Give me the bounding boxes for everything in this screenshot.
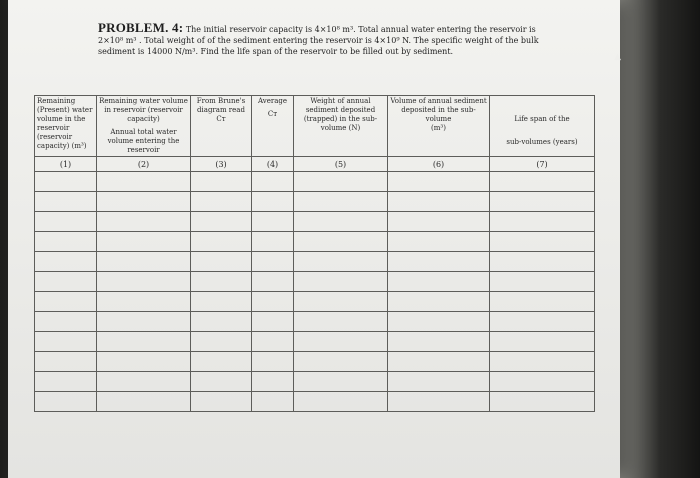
table-cell[interactable]: [97, 312, 191, 332]
table-cell[interactable]: [191, 272, 252, 292]
table-cell[interactable]: [97, 352, 191, 372]
table-cell[interactable]: [294, 392, 388, 412]
table-cell[interactable]: [388, 272, 490, 292]
table-cell[interactable]: [191, 392, 252, 412]
table-cell[interactable]: [294, 252, 388, 272]
table-row: [35, 312, 595, 332]
table-cell[interactable]: [252, 272, 294, 292]
problem-line-2: 2×10⁸ m³ . Total weight of of the sediment entering the reservoir is 4×10⁹ N. The specific weight of the bulk: [98, 36, 539, 45]
table-row: [35, 292, 595, 312]
table-cell[interactable]: [191, 212, 252, 232]
col-life-span-header: Life span of the sub-volumes (years): [490, 96, 595, 157]
sediment-table: [34, 95, 595, 412]
col-brune-ct-header: From Brune's diagram read Cᴛ: [191, 96, 252, 157]
table-cell[interactable]: [191, 172, 252, 192]
table-cell[interactable]: [35, 272, 97, 292]
table-cell[interactable]: [490, 232, 595, 252]
table-cell[interactable]: [388, 252, 490, 272]
table-cell[interactable]: [294, 352, 388, 372]
col-sediment-weight-header: Weight of annual sediment deposited (trapped) in the sub-volume (N): [294, 96, 388, 157]
table-cell[interactable]: [35, 332, 97, 352]
table-cell[interactable]: [35, 312, 97, 332]
index-cell: (5): [294, 157, 388, 172]
table-cell[interactable]: [252, 172, 294, 192]
table-cell[interactable]: [35, 192, 97, 212]
table-cell[interactable]: [35, 232, 97, 252]
table-cell[interactable]: [191, 292, 252, 312]
table-cell[interactable]: [252, 192, 294, 212]
table-cell[interactable]: [252, 252, 294, 272]
index-cell: (7): [490, 157, 595, 172]
table-body: [35, 157, 595, 412]
table-cell[interactable]: [97, 392, 191, 412]
table-row: [35, 252, 595, 272]
table-cell[interactable]: [97, 372, 191, 392]
table-cell[interactable]: [294, 232, 388, 252]
table-cell[interactable]: [97, 252, 191, 272]
table-cell[interactable]: [388, 212, 490, 232]
index-cell: (1): [35, 157, 97, 172]
table-cell[interactable]: [252, 352, 294, 372]
col-capacity-inflow-ratio-header: Remaining water volume in reservoir (reservoir capacity) Annual total water volume entering the reservoir: [97, 96, 191, 157]
table-cell[interactable]: [388, 392, 490, 412]
table-cell[interactable]: [191, 372, 252, 392]
index-cell: (6): [388, 157, 490, 172]
table-row: [35, 212, 595, 232]
problem-line-1: The initial reservoir capacity is 4×10⁸ m³. Total annual water entering the reservoir is: [185, 25, 536, 34]
table-cell[interactable]: [388, 192, 490, 212]
index-cell: (2): [97, 157, 191, 172]
table-cell[interactable]: [35, 372, 97, 392]
table-cell[interactable]: [294, 332, 388, 352]
table-row: [35, 232, 595, 252]
table-cell[interactable]: [191, 312, 252, 332]
table-cell[interactable]: [35, 172, 97, 192]
table-cell[interactable]: [388, 312, 490, 332]
table-cell[interactable]: [490, 392, 595, 412]
table-cell[interactable]: [490, 212, 595, 232]
table-row: [35, 352, 595, 372]
table-row: [35, 192, 595, 212]
table-row: [35, 172, 595, 192]
table-cell[interactable]: [294, 312, 388, 332]
table-cell[interactable]: [35, 252, 97, 272]
table-cell[interactable]: [490, 292, 595, 312]
table-cell[interactable]: [490, 272, 595, 292]
col-average-ct-header: Average Cᴛ: [252, 96, 294, 157]
col-sediment-volume-header: Volume of annual sediment deposited in the sub-volume (m³): [388, 96, 490, 157]
table-cell[interactable]: [191, 192, 252, 212]
index-cell: (3): [191, 157, 252, 172]
table-cell[interactable]: [294, 192, 388, 212]
table-cell[interactable]: [490, 312, 595, 332]
table-cell[interactable]: [490, 192, 595, 212]
worksheet-page: [8, 0, 620, 478]
col-remaining-capacity-header: Remaining (Present) water volume in the reservoir (reservoir capacity) (m³): [35, 96, 97, 157]
table-row: [35, 272, 595, 292]
table-cell[interactable]: [388, 232, 490, 252]
table-cell[interactable]: [294, 292, 388, 312]
table-cell[interactable]: [490, 352, 595, 372]
problem-line-3: sediment is 14000 N/m³. Find the life span of the reservoir to be filled out by sediment.: [98, 47, 454, 56]
table-row: [35, 332, 595, 352]
table-cell[interactable]: [490, 252, 595, 272]
problem-label: PROBLEM. 4:: [98, 20, 184, 35]
table-cell[interactable]: [191, 252, 252, 272]
table-cell[interactable]: [252, 212, 294, 232]
table-row: [35, 392, 595, 412]
table-cell[interactable]: [35, 212, 97, 232]
table-cell[interactable]: [35, 392, 97, 412]
table-cell[interactable]: [388, 332, 490, 352]
index-row: [35, 157, 595, 172]
table-cell[interactable]: [294, 372, 388, 392]
table-cell[interactable]: [252, 292, 294, 312]
table-cell[interactable]: [35, 292, 97, 312]
table-cell[interactable]: [97, 192, 191, 212]
table-cell[interactable]: [294, 272, 388, 292]
table-cell[interactable]: [388, 372, 490, 392]
table-cell[interactable]: [388, 352, 490, 372]
table-cell[interactable]: [252, 232, 294, 252]
table-row: [35, 372, 595, 392]
table-cell[interactable]: [490, 372, 595, 392]
table-cell[interactable]: [97, 212, 191, 232]
table-cell[interactable]: [294, 212, 388, 232]
table-cell[interactable]: [294, 172, 388, 192]
table-cell[interactable]: [490, 172, 595, 192]
table-cell[interactable]: [35, 352, 97, 372]
table-cell[interactable]: [388, 172, 490, 192]
table-cell[interactable]: [97, 172, 191, 192]
table-cell[interactable]: [490, 332, 595, 352]
header-row: [35, 96, 595, 157]
table-cell[interactable]: [252, 312, 294, 332]
table-cell[interactable]: [191, 332, 252, 352]
index-cell: (4): [252, 157, 294, 172]
table-cell[interactable]: [252, 332, 294, 352]
table-cell[interactable]: [97, 292, 191, 312]
table-cell[interactable]: [191, 232, 252, 252]
pointer-arrow-icon: ▲: [614, 52, 621, 62]
table-cell[interactable]: [388, 292, 490, 312]
table-cell[interactable]: [97, 272, 191, 292]
table-cell[interactable]: [252, 372, 294, 392]
table-cell[interactable]: [191, 352, 252, 372]
problem-statement: [98, 22, 558, 57]
table-cell[interactable]: [97, 332, 191, 352]
table-cell[interactable]: [252, 392, 294, 412]
table-cell[interactable]: [97, 232, 191, 252]
